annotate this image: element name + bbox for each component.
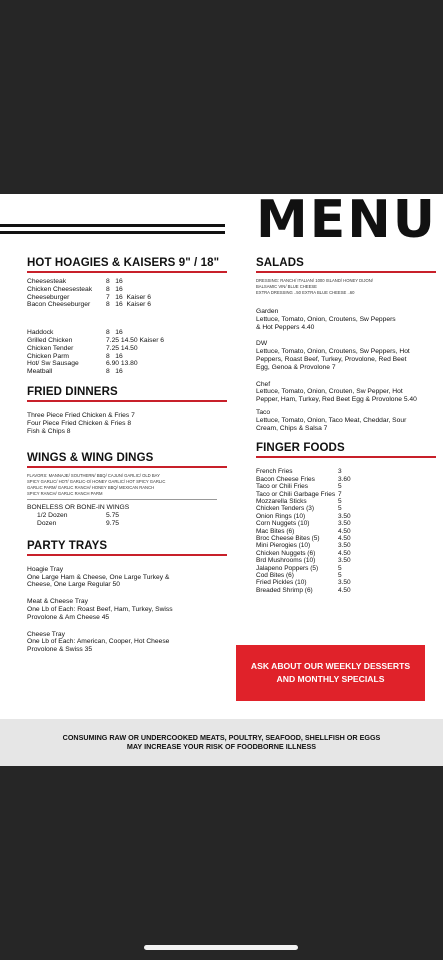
tray-cheese: Cheese Tray One Lb of Each: American, Cooper, Hot Cheese Provolone & Swiss 35 bbox=[27, 630, 170, 654]
salads-heading: SALADS bbox=[256, 257, 436, 273]
list-item: Bacon Cheese Fries 3.60 bbox=[256, 475, 351, 483]
menu-title: MENU bbox=[255, 194, 437, 250]
list-item: Mini Pierogies (10) 3.50 bbox=[256, 542, 351, 550]
list-item: Breaded Shrimp (6) 4.50 bbox=[256, 586, 351, 594]
dressings: EXTRA DRESSING ..50 EXTRA BLUE CHEESE ..60 bbox=[256, 290, 355, 295]
salad-dw: DW Lettuce, Tomato, Onion, Croutens, Sw Peppers, Hot Peppers, Roast Beef, Turkey, Provolone, Red Beet Egg, Genoa & Provolone 7 bbox=[256, 340, 410, 371]
list-item: French Fries 3 bbox=[256, 468, 342, 476]
wings-heading: WINGS & WING DINGS bbox=[27, 452, 227, 468]
list-item: Broc Cheese Bites (5) 4.50 bbox=[256, 535, 351, 543]
list-item: Fish & Chips 8 bbox=[27, 427, 71, 435]
list-item: Cheeseburger 7 16 Kaiser 6 bbox=[27, 293, 151, 301]
right-column bbox=[256, 257, 436, 594]
fried-heading: FRIED DINNERS bbox=[27, 386, 227, 402]
wing-flavors: SPICY GARLIC/ HOT/ GARLIC-O/ HONEY GARLIC/ HOT SPICY GARLIC bbox=[27, 479, 166, 485]
party-heading: PARTY TRAYS bbox=[27, 540, 227, 556]
title-rule-bottom bbox=[0, 231, 225, 234]
list-item: Fried Pickles (10) 3.50 bbox=[256, 579, 351, 587]
salad-taco: Taco Lettuce, Tomato, Onion, Taco Meat, Cheddar, Sour Cream, Chips & Salsa 7 bbox=[256, 408, 407, 432]
list-item: Chicken Tenders (3) 5 bbox=[256, 505, 342, 513]
dressings: DRESSING: RANCH/ ITALIAN/ 1000 ISLAND/ HONEY DIJON/ bbox=[256, 278, 373, 283]
list-item: Bacon Cheeseburger 8 16 Kaiser 6 bbox=[27, 301, 151, 309]
divider bbox=[27, 499, 217, 500]
tray-meat-cheese: Meat & Cheese Tray One Lb of Each: Roast Beef, Ham, Turkey, Swiss Provolone & Am Cheese 45 bbox=[27, 598, 173, 621]
hoagies-group1 bbox=[27, 278, 227, 309]
list-item: Grilled Chicken 7.25 14.50 Kaiser 6 bbox=[27, 336, 164, 344]
list-item: 1/2 Dozen 5.75 bbox=[37, 512, 120, 520]
salad-garden: Garden Lettuce, Tomato, Onion, Croutens, Sw Peppers & Hot Peppers 4.40 bbox=[256, 308, 396, 331]
home-indicator[interactable] bbox=[144, 945, 298, 950]
list-item: Cheesesteak 8 16 bbox=[27, 278, 123, 285]
list-item: Chicken Cheesesteak 8 16 bbox=[27, 285, 123, 293]
list-item: Chicken Parm 8 16 bbox=[27, 352, 123, 360]
hoagies-heading: HOT HOAGIES & KAISERS 9" / 18" bbox=[27, 257, 227, 273]
list-item: Jalapeno Poppers (5) 5 bbox=[256, 564, 342, 572]
left-column bbox=[27, 257, 227, 654]
finger-list bbox=[256, 468, 436, 594]
list-item: Cod Bites (6) 5 bbox=[256, 572, 342, 580]
dressings: BALSAMIC VIN/ BLUE CHEESE bbox=[256, 284, 317, 289]
finger-heading: FINGER FOODS bbox=[256, 442, 436, 458]
wing-flavors: FLAVORS: MANNAJE/ SOUTHERN/ BBQ/ CAJUN/ GARLIC/ OLD BAY bbox=[27, 473, 160, 479]
list-item: Four Piece Fried Chicken & Fries 8 bbox=[27, 419, 132, 427]
list-item: Chicken Nuggets (6) 4.50 bbox=[256, 549, 351, 557]
list-item: Hot/ Sw Sausage 6.90 13.80 bbox=[27, 360, 138, 368]
boneless-label: BONELESS OR BONE-IN WINGS bbox=[27, 504, 130, 512]
food-warning: CONSUMING RAW OR UNDERCOOKED MEATS, POULTRY, SEAFOOD, SHELLFISH OR EGGS MAY INCREASE YOUR RISK OF FOODBORNE ILLNESS bbox=[0, 719, 443, 766]
wing-flavors: SPICY RANCH/ GARLIC RANCH PARM bbox=[27, 491, 103, 497]
list-item: Haddock 8 16 bbox=[27, 329, 123, 337]
hoagies-group2 bbox=[27, 329, 227, 376]
tray-hoagie: Hoagie Tray One Large Ham & Cheese, One Large Turkey & Cheese, One Large Regular 50 bbox=[27, 565, 170, 589]
title-rule-top bbox=[0, 224, 225, 227]
wing-flavors: GARLIC PARM/ GARLIC RANCH/ HONEY BBQ/ MEXICAN RANCH bbox=[27, 485, 155, 491]
list-item: Meatball 8 16 bbox=[27, 368, 123, 376]
list-item: Mac Bites (6) 4.50 bbox=[256, 527, 351, 535]
salad-chef: Chef Lettuce, Tomato, Onion, Crouten, Sw Pepper, Hot Pepper, Ham, Turkey, Red Beet Egg & Provolone 5.40 bbox=[256, 380, 417, 404]
list-item: Brd Mushrooms (10) 3.50 bbox=[256, 557, 351, 565]
list-item: Taco or Chili Garbage Fries 7 bbox=[256, 490, 342, 498]
specials-banner: ASK ABOUT OUR WEEKLY DESSERTS AND MONTHLY SPECIALS bbox=[236, 645, 425, 701]
list-item: Corn Nuggets (10) 3.50 bbox=[256, 520, 351, 528]
list-item: Mozzarella Sticks 5 bbox=[256, 497, 342, 505]
menu-image bbox=[0, 194, 443, 766]
list-item: Chicken Tender 7.25 14.50 bbox=[27, 344, 138, 352]
list-item: Three Piece Fried Chicken & Fries 7 bbox=[27, 411, 135, 419]
list-item: Taco or Chili Fries 5 bbox=[256, 483, 342, 491]
list-item: Dozen 9.75 bbox=[37, 519, 120, 527]
list-item: Onion Rings (10) 3.50 bbox=[256, 512, 351, 520]
